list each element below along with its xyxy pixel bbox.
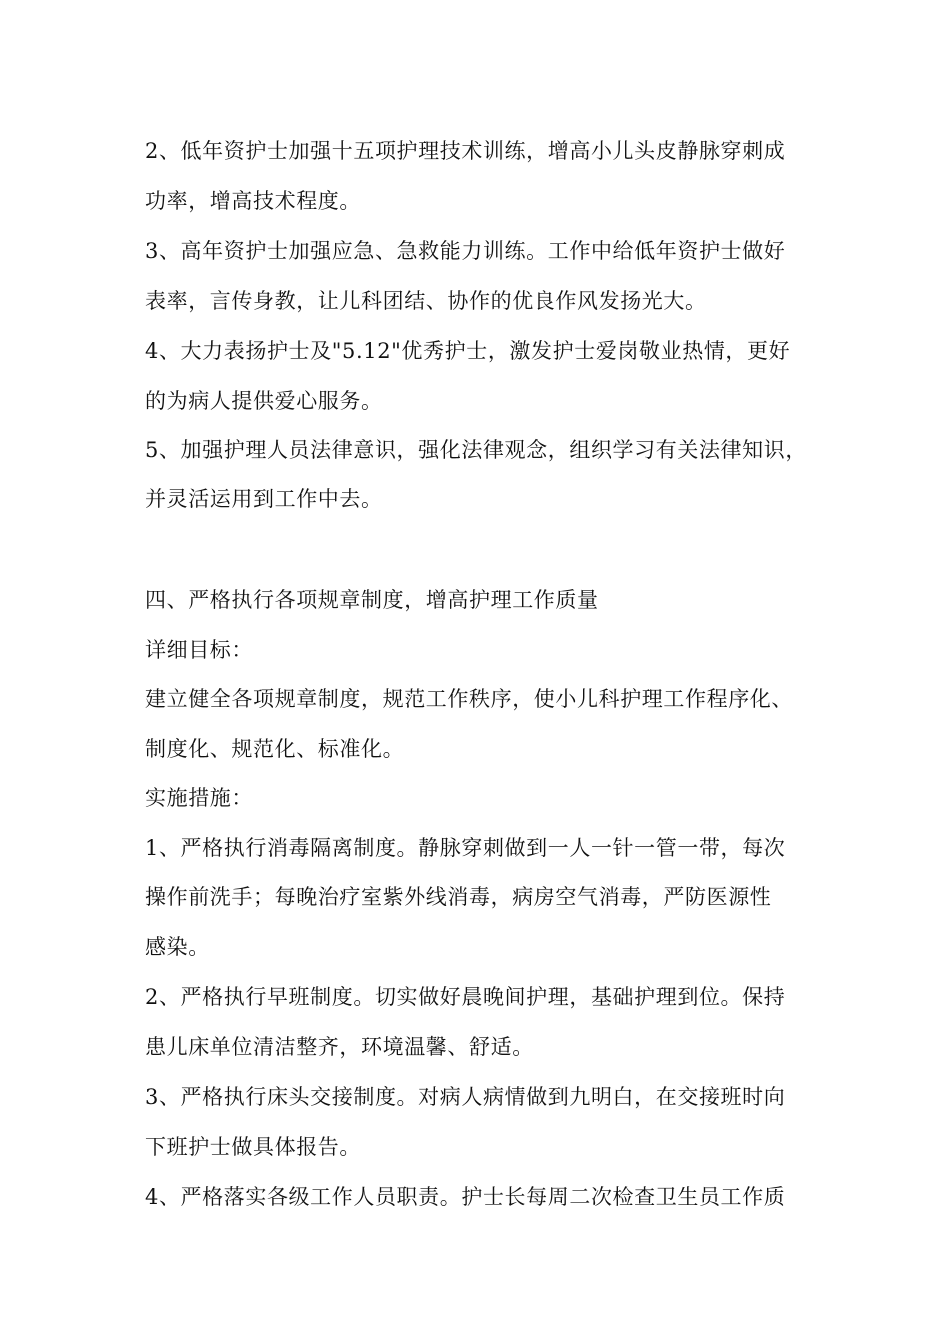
text-line: 4、大力表扬护士及"5.12"优秀护士，激发护士爱岗敬业热情，更好 [145,339,791,363]
text-line: 2、低年资护士加强十五项护理技术训练，增高小儿头皮静脉穿刺成 [145,139,786,163]
text-line: 患儿床单位清洁整齐，环境温馨、舒适。 [145,1035,534,1059]
text-line: 1、严格执行消毒隔离制度。静脉穿刺做到一人一针一管一带，每次 [145,836,786,860]
text-line: 并灵活运用到工作中去。 [145,487,383,511]
text-line: 详细目标： [145,638,253,662]
section-heading: 四、严格执行各项规章制度，增高护理工作质量 [145,588,599,612]
text-line: 2、严格执行早班制度。切实做好晨晚间护理，基础护理到位。保持 [145,985,786,1009]
text-line: 5、加强护理人员法律意识，强化法律观念，组织学习有关法律知识， [145,438,807,462]
text-line: 下班护士做具体报告。 [145,1135,361,1159]
text-line: 建立健全各项规章制度，规范工作秩序，使小儿科护理工作程序化、 [145,687,793,711]
text-line: 的为病人提供爱心服务。 [145,389,383,413]
text-line: 功率，增高技术程度。 [145,189,361,213]
text-line: 感染。 [145,935,210,959]
text-line: 4、严格落实各级工作人员职责。护士长每周二次检查卫生员工作质 [145,1185,786,1209]
text-line: 3、高年资护士加强应急、急救能力训练。工作中给低年资护士做好 [145,239,786,263]
text-line: 操作前洗手；每晚治疗室紫外线消毒，病房空气消毒，严防医源性 [145,885,772,909]
text-line: 表率，言传身教，让儿科团结、协作的优良作风发扬光大。 [145,289,707,313]
text-line: 3、严格执行床头交接制度。对病人病情做到九明白，在交接班时向 [145,1085,786,1109]
text-line: 实施措施： [145,786,253,810]
text-line: 制度化、规范化、标准化。 [145,737,405,761]
